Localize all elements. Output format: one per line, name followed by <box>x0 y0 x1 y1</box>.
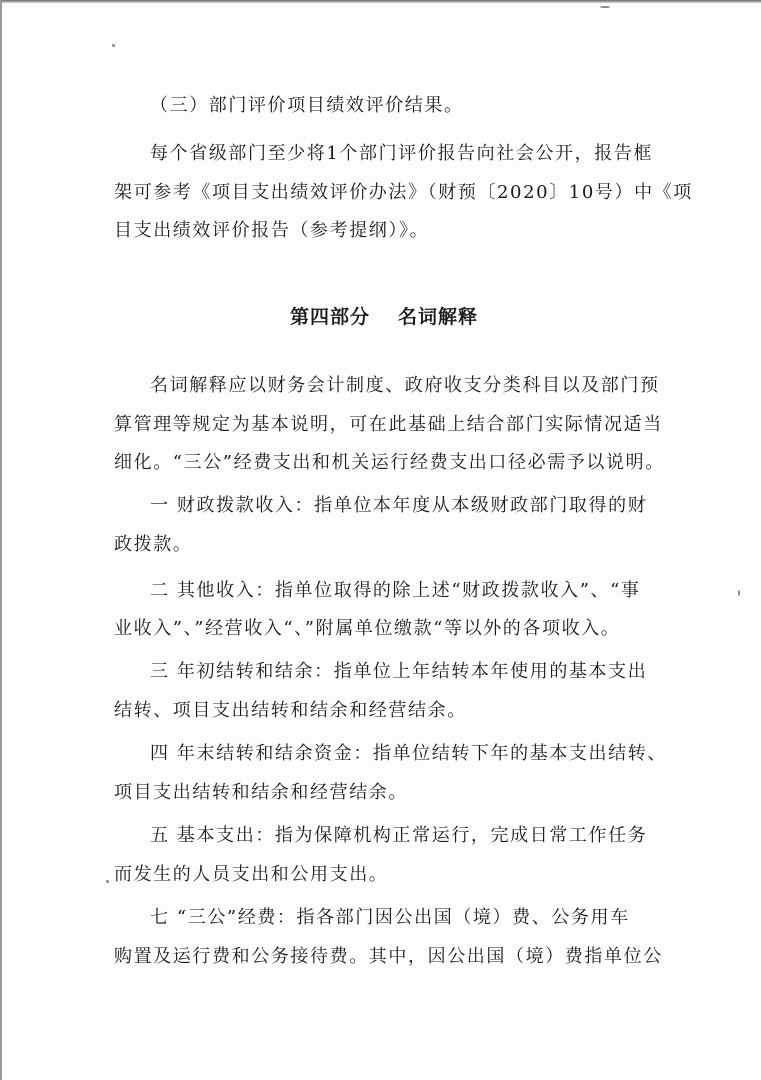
term-4-line-1: 四 年末结转和结余资金：指单位结转下年的基本支出结转、 <box>150 743 667 764</box>
heading-name: 名词解释 <box>398 306 479 328</box>
intro-line-1: 名词解释应以财务会计制度、政府收支分类科目以及部门预 <box>150 375 660 396</box>
section-3-line-1: 每个省级部门至少将1个部门评价报告向社会公开，报告框 <box>150 143 654 164</box>
term-7-line-1: 七 “三公”经费：指各部门因公出国（境）费、公务用车 <box>150 907 630 928</box>
part-four-heading <box>114 302 654 329</box>
section-3-title: （三）部门评价项目绩效评价结果。 <box>150 95 464 116</box>
scan-edge-top <box>0 0 761 3</box>
scan-speck <box>106 880 109 883</box>
term-1-line-2: 政拨款。 <box>114 534 193 555</box>
scan-speck <box>600 6 610 8</box>
section-3-line-3: 目支出绩效评价报告（参考提纲）》。 <box>114 220 430 241</box>
term-5-line-1: 五 基本支出：指为保障机构正常运行，完成日常工作任务 <box>150 825 648 846</box>
term-5-line-2: 而发生的人员支出和公用支出。 <box>114 864 389 885</box>
scan-speck <box>112 44 115 47</box>
section-3-line-2: 架可参考《项目支出绩效评价办法》（财预〔2020〕10号）中《项 <box>114 182 693 203</box>
term-7-line-2: 购置及运行费和公务接待费。其中，因公出国（境）费指单位公 <box>114 946 663 967</box>
term-3-line-1: 三 年初结转和结余：指单位上年结转本年使用的基本支出 <box>150 661 648 682</box>
term-3-line-2: 结转、项目支出结转和结余和经营结余。 <box>114 700 467 721</box>
intro-line-3: 细化。“三公”经费支出和机关运行经费支出口径必需予以说明。 <box>114 452 665 473</box>
scan-edge-left <box>0 0 2 1080</box>
intro-line-2: 算管理等规定为基本说明，可在此基础上结合部门实际情况适当 <box>114 414 663 435</box>
scan-speck <box>738 590 740 596</box>
term-1-line-1: 一 财政拨款收入：指单位本年度从本级财政部门取得的财 <box>150 495 648 516</box>
heading-part: 第四部分 <box>289 306 370 328</box>
term-4-line-2: 项目支出结转和结余和经营结余。 <box>114 782 408 803</box>
term-2-line-1: 二 其他收入：指单位取得的除上述“财政拨款收入”、“事 <box>150 580 641 601</box>
term-2-line-2: 业收入”、”经营收入“、”附属单位缴款“等以外的各项收入。 <box>114 618 621 639</box>
